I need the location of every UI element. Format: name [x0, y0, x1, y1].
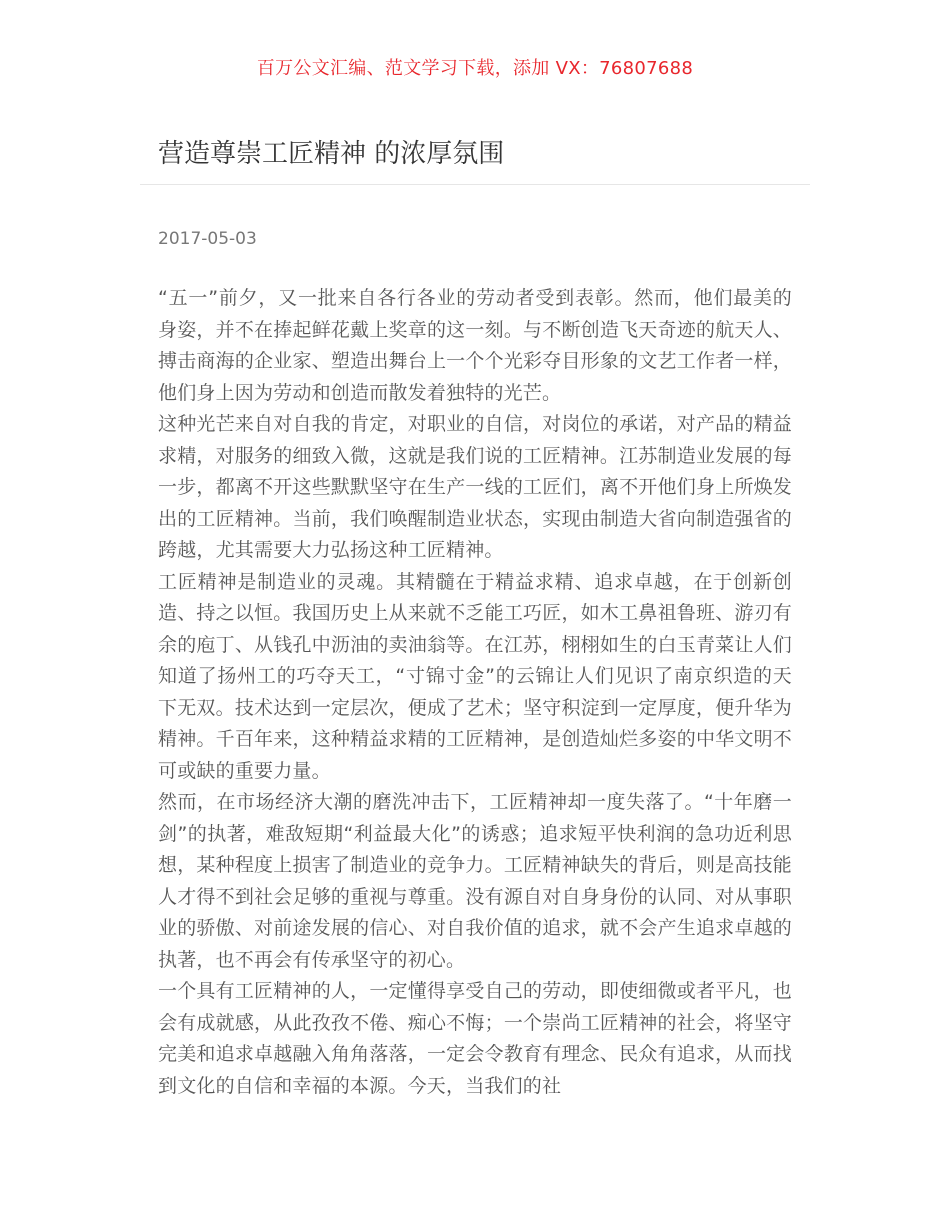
- paragraph: 然而，在市场经济大潮的磨洗冲击下，工匠精神却一度失落了。“十年磨一剑”的执著，难敌短期“利益最大化”的诱惑；追求短平快利润的急功近利思想，某种程度上损害了制造业的竞争力。工匠精神缺失的背后，则是高技能人才得不到社会足够的重视与尊重。没有源自对自身身份的认同、对从事职业的骄傲、对前途发展的信心、对自我价值的追求，就不会产生追求卓越的执著，也不再会有传承坚守的初心。: [158, 791, 792, 971]
- publish-date: 2017-05-03: [158, 229, 257, 249]
- paragraph: 一个具有工匠精神的人，一定懂得享受自己的劳动，即使细微或者平凡，也会有成就感，从此孜孜不倦、痴心不悔；一个崇尚工匠精神的社会，将坚守完美和追求卓越融入角角落落，一定会令教育有理念、民众有追求，从而找到文化的自信和幸福的本源。今天，当我们的社: [158, 980, 792, 1097]
- paragraph: “五一”前夕，又一批来自各行各业的劳动者受到表彰。然而，他们最美的身姿，并不在捧起鲜花戴上奖章的这一刻。与不断创造飞天奇迹的航天人、搏击商海的企业家、塑造出舞台上一个个光彩夺目形象的文艺工作者一样，他们身上因为劳动和创造而散发着独特的光芒。: [158, 287, 792, 404]
- article-body: [158, 283, 792, 1103]
- article-title: 营造尊崇工匠精神 的浓厚氛围: [158, 139, 505, 169]
- paragraph: 工匠精神是制造业的灵魂。其精髓在于精益求精、追求卓越，在于创新创造、持之以恒。我国历史上从来就不乏能工巧匠，如木工鼻祖鲁班、游刃有余的庖丁、从钱孔中沥油的卖油翁等。在江苏，栩栩如生的白玉青菜让人们知道了扬州工的巧夺天工，“寸锦寸金”的云锦让人们见识了南京织造的天下无双。技术达到一定层次，便成了艺术；坚守积淀到一定厚度，便升华为精神。千百年来，这种精益求精的工匠精神，是创造灿烂多姿的中华文明不可或缺的重要力量。: [158, 570, 792, 782]
- promo-banner: 百万公文汇编、范文学习下载，添加 VX：76807688: [256, 58, 694, 79]
- paragraph: 这种光芒来自对自我的肯定，对职业的自信，对岗位的承诺，对产品的精益求精，对服务的细致入微，这就是我们说的工匠精神。江苏制造业发展的每一步，都离不开这些默默坚守在生产一线的工匠们，离不开他们身上所焕发出的工匠精神。当前，我们唤醒制造业状态，实现由制造大省向制造强省的跨越，尤其需要大力弘扬这种工匠精神。: [158, 413, 792, 561]
- title-divider: [140, 184, 810, 185]
